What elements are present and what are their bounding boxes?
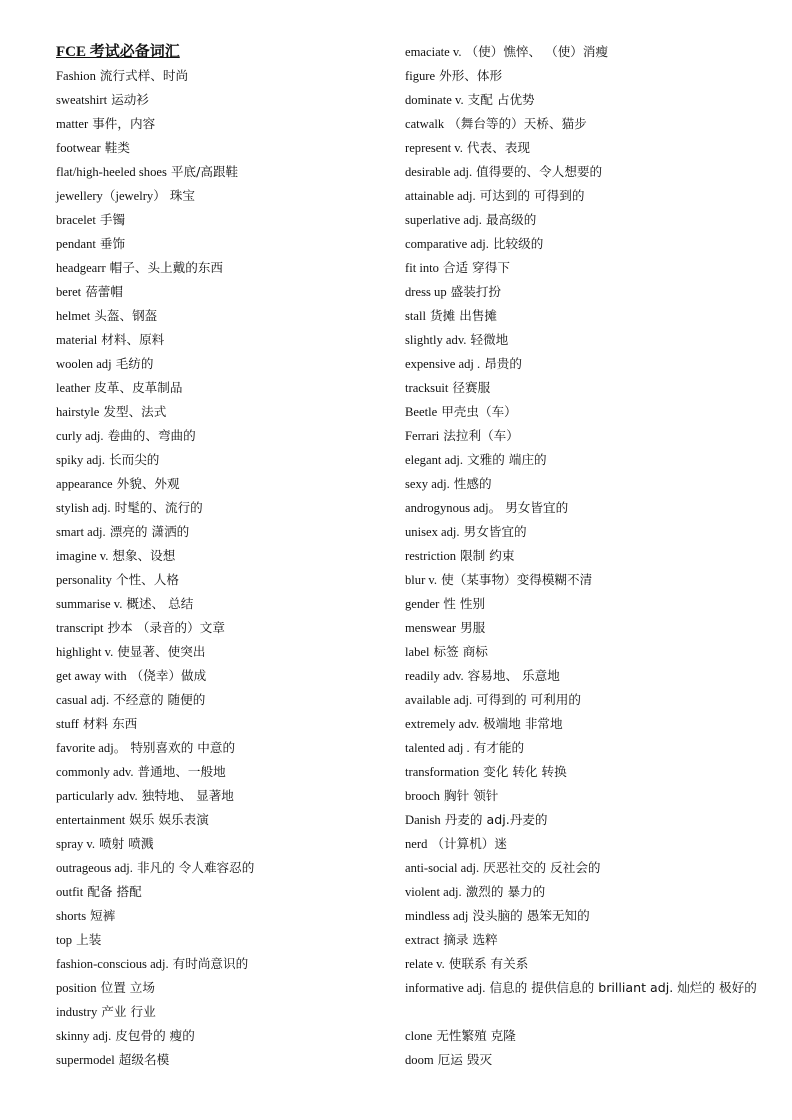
vocab-entry [405, 736, 765, 760]
vocab-entry [405, 88, 765, 112]
vocab-word: top [56, 933, 73, 947]
vocab-meaning: 有时尚意识的 [172, 956, 249, 971]
vocab-word: jewellery（jewelry） [56, 189, 166, 203]
vocab-entry [405, 688, 765, 712]
vocab-meaning: （侥幸）做成 [130, 668, 207, 683]
vocab-word: spray v. [56, 837, 96, 851]
vocab-word: casual adj. [56, 693, 110, 707]
left-column [56, 40, 386, 1072]
vocab-word: outfit [56, 885, 84, 899]
vocab-entry [56, 784, 386, 808]
vocab-entry [56, 424, 386, 448]
vocab-word: available adj. [405, 693, 473, 707]
vocab-meaning: 运动衫 [111, 92, 149, 107]
vocab-entry [405, 400, 765, 424]
vocab-entry [405, 232, 765, 256]
vocab-entry [405, 64, 765, 88]
vocab-meaning: 蓓蕾帽 [85, 284, 123, 299]
vocab-entry [56, 904, 386, 928]
vocab-entry [405, 760, 765, 784]
vocab-meaning: 超级名模 [118, 1052, 170, 1067]
vocab-entry [405, 208, 765, 232]
vocab-word: fashion-conscious adj. [56, 957, 169, 971]
vocab-word: skinny adj. [56, 1029, 112, 1043]
vocab-meaning: 信息的 提供信息的 brilliant adj. 灿烂的 极好的 [489, 980, 757, 995]
vocab-word: talented adj . [405, 741, 470, 755]
vocab-word: entertainment [56, 813, 126, 827]
vocab-entry [405, 40, 765, 64]
vocab-meaning: 手镯 [99, 212, 126, 227]
vocab-meaning: 非凡的 令人难容忍的 [136, 860, 255, 875]
vocab-meaning: 极端地 非常地 [483, 716, 563, 731]
vocab-meaning: 有才能的 [473, 740, 525, 755]
vocab-entry [405, 640, 765, 664]
vocab-word: clone [405, 1029, 433, 1043]
vocab-entry [405, 976, 765, 1024]
vocab-entry [56, 544, 386, 568]
vocab-word: readily adv. [405, 669, 464, 683]
vocab-meaning: 限制 约束 [460, 548, 515, 563]
vocab-entry [405, 1024, 765, 1048]
vocab-entry [56, 1024, 386, 1048]
vocab-word: leather [56, 381, 91, 395]
vocab-word: gender [405, 597, 440, 611]
right-column [405, 40, 765, 1072]
vocab-meaning: 甲壳虫（车） [441, 404, 517, 419]
vocab-entry [56, 928, 386, 952]
vocab-meaning: 支配 占优势 [467, 92, 535, 107]
vocab-word: matter [56, 117, 89, 131]
vocab-meaning: 性感的 [453, 476, 492, 491]
vocab-word: informative adj. [405, 981, 486, 995]
vocab-entry [405, 472, 765, 496]
vocab-word: woolen adj [56, 357, 112, 371]
vocab-meaning: 长而尖的 [109, 452, 160, 467]
vocab-meaning: 材料、原料 [101, 332, 165, 347]
vocab-meaning: 抄本 （录音的）文章 [107, 620, 225, 635]
vocab-entry [56, 448, 386, 472]
vocab-word: nerd [405, 837, 428, 851]
vocab-word: industry [56, 1005, 98, 1019]
vocab-entry [405, 520, 765, 544]
vocab-entry [56, 880, 386, 904]
vocab-word: extract [405, 933, 440, 947]
vocab-meaning: 垂饰 [99, 236, 126, 251]
vocab-word: curly adj. [56, 429, 104, 443]
vocab-entry [56, 952, 386, 976]
vocab-word: relate v. [405, 957, 445, 971]
vocab-entry [405, 280, 765, 304]
vocab-word: comparative adj. [405, 237, 489, 251]
vocab-meaning: 径赛服 [452, 380, 491, 395]
vocab-word: menswear [405, 621, 457, 635]
vocab-meaning: 产业 行业 [101, 1004, 156, 1019]
vocab-entry [405, 424, 765, 448]
vocab-word: imagine v. [56, 549, 109, 563]
vocab-word: material [56, 333, 98, 347]
vocab-meaning: 胸针 领针 [444, 788, 499, 803]
vocab-word: label [405, 645, 430, 659]
vocab-entry [56, 1048, 386, 1072]
vocab-word: headgearr [56, 261, 106, 275]
vocab-entry [405, 352, 765, 376]
vocab-meaning: 摘录 选粹 [443, 932, 498, 947]
vocab-meaning: 标签 商标 [433, 644, 488, 659]
vocab-entry [56, 88, 386, 112]
vocab-meaning: 厄运 毁灭 [437, 1052, 493, 1067]
vocab-meaning: （舞台等的）天桥、猫步 [448, 116, 587, 131]
vocab-meaning: 性 性别 [443, 596, 486, 611]
vocab-entry [405, 184, 765, 208]
vocab-meaning: 没头脑的 愚笨无知的 [472, 908, 590, 923]
vocab-meaning: 位置 立场 [100, 980, 155, 995]
vocab-meaning: 合适 穿得下 [442, 260, 510, 275]
vocab-meaning: 可得到的 可利用的 [476, 692, 581, 707]
vocab-word: stuff [56, 717, 79, 731]
vocab-meaning: 流行式样、时尚 [99, 68, 189, 83]
vocab-entry [56, 376, 386, 400]
vocab-word: pendant [56, 237, 96, 251]
vocab-entry [405, 856, 765, 880]
vocab-meaning: 发型、法式 [103, 404, 167, 419]
vocab-word: doom [405, 1053, 434, 1067]
vocab-meaning: 外形、体形 [439, 68, 503, 83]
vocab-meaning: 材料 东西 [82, 716, 138, 731]
vocab-entry [405, 496, 765, 520]
vocab-entry [56, 832, 386, 856]
vocab-word: unisex adj. [405, 525, 460, 539]
vocab-entry [56, 400, 386, 424]
vocab-meaning: 轻微地 [470, 332, 509, 347]
vocab-meaning: 文雅的 端庄的 [467, 452, 547, 467]
vocab-entry [56, 1000, 386, 1024]
vocab-meaning: （使）憔悴、 （使）消瘦 [465, 44, 609, 59]
page-title: FCE 考试必备词汇 [56, 44, 180, 60]
vocab-entry [56, 568, 386, 592]
vocab-entry [405, 136, 765, 160]
vocab-word: elegant adj. [405, 453, 464, 467]
vocab-meaning: 比较级的 [492, 236, 544, 251]
vocab-meaning: 平底/高跟鞋 [170, 164, 239, 179]
vocab-meaning: 短裤 [90, 908, 116, 923]
vocab-entry [56, 184, 386, 208]
vocab-meaning: 鞋类 [104, 140, 130, 155]
vocab-entry [405, 784, 765, 808]
vocab-entry [56, 208, 386, 232]
vocab-entry [405, 712, 765, 736]
vocab-word: particularly adv. [56, 789, 138, 803]
vocab-word: appearance [56, 477, 113, 491]
vocab-word: flat/high-heeled shoes [56, 165, 167, 179]
vocab-meaning: 特别喜欢的 中意的 [130, 740, 236, 755]
vocab-entry [405, 568, 765, 592]
vocab-meaning: 男女皆宜的 [505, 500, 569, 515]
vocab-meaning: 珠宝 [169, 188, 196, 203]
vocab-word: violent adj. [405, 885, 462, 899]
vocab-meaning: 头盔、钢盔 [94, 308, 158, 323]
vocab-word: anti-social adj. [405, 861, 480, 875]
vocab-entry [56, 808, 386, 832]
vocab-word: desirable adj. [405, 165, 473, 179]
vocab-meaning: 卷曲的、弯曲的 [107, 428, 196, 443]
vocab-word: fit into [405, 261, 439, 275]
vocab-entry [405, 664, 765, 688]
vocab-word: attainable adj. [405, 189, 476, 203]
vocab-entry [56, 664, 386, 688]
vocab-meaning: 盛装打扮 [450, 284, 502, 299]
vocab-entry [56, 304, 386, 328]
vocab-word: spiky adj. [56, 453, 105, 467]
vocab-entry [405, 448, 765, 472]
vocab-word: represent v. [405, 141, 463, 155]
vocab-entry [405, 328, 765, 352]
vocab-word: beret [56, 285, 82, 299]
vocab-entry [56, 64, 386, 88]
vocab-meaning: 值得要的、令人想要的 [476, 164, 603, 179]
vocab-entry [405, 112, 765, 136]
vocab-word: supermodel [56, 1053, 115, 1067]
vocab-entry [56, 256, 386, 280]
vocab-word: restriction [405, 549, 457, 563]
vocab-entry [56, 232, 386, 256]
vocab-entry [56, 136, 386, 160]
vocab-word: extremely adv. [405, 717, 480, 731]
vocab-meaning: 喷射 喷溅 [99, 836, 154, 851]
vocab-meaning: 个性、人格 [115, 572, 179, 587]
vocab-entry [56, 160, 386, 184]
vocab-word: Danish [405, 813, 441, 827]
vocab-word: outrageous adj. [56, 861, 133, 875]
vocab-meaning: 最高级的 [485, 212, 537, 227]
vocab-word: footwear [56, 141, 101, 155]
vocab-meaning: 概述、 总结 [126, 596, 194, 611]
vocab-entry [405, 832, 765, 856]
vocab-word: stylish adj. [56, 501, 111, 515]
vocab-meaning: 外貌、外观 [116, 476, 180, 491]
vocab-word: sexy adj. [405, 477, 450, 491]
vocab-entry [56, 280, 386, 304]
vocab-meaning: 使显著、使突出 [117, 644, 206, 659]
vocab-meaning: 帽子、头上戴的东西 [109, 260, 223, 275]
vocab-word: sweatshirt [56, 93, 108, 107]
vocab-word: tracksuit [405, 381, 449, 395]
vocab-entry [405, 952, 765, 976]
vocab-entry [405, 304, 765, 328]
vocab-entry [56, 688, 386, 712]
vocab-word: transformation [405, 765, 480, 779]
vocab-meaning: 货摊 出售摊 [430, 308, 497, 323]
vocab-word: personality [56, 573, 112, 587]
vocab-entry [405, 544, 765, 568]
vocab-word: summarise v. [56, 597, 123, 611]
vocab-word: hairstyle [56, 405, 100, 419]
vocab-word: Ferrari [405, 429, 440, 443]
vocab-word: helmet [56, 309, 91, 323]
vocab-word: Fashion [56, 69, 96, 83]
vocab-meaning: 漂亮的 潇洒的 [109, 524, 190, 539]
vocab-meaning: 无性繁殖 克隆 [436, 1028, 516, 1043]
vocab-entry [56, 976, 386, 1000]
vocab-meaning: 不经意的 随便的 [113, 692, 206, 707]
vocab-meaning: 独特地、 显著地 [141, 788, 234, 803]
vocab-meaning: 男服 [460, 620, 486, 635]
vocab-word: dress up [405, 285, 447, 299]
vocab-word: get away with [56, 669, 127, 683]
vocab-word: superlative adj. [405, 213, 482, 227]
vocab-entry [56, 520, 386, 544]
vocab-entry [405, 592, 765, 616]
vocab-word: smart adj. [56, 525, 106, 539]
vocab-word: transcript [56, 621, 104, 635]
vocab-word: highlight v. [56, 645, 114, 659]
vocab-entry [405, 880, 765, 904]
vocab-entry [56, 352, 386, 376]
vocab-meaning: 使联系 有关系 [448, 956, 529, 971]
vocab-meaning: 男女皆宜的 [463, 524, 527, 539]
vocab-meaning: 丹麦的 adj.丹麦的 [444, 812, 548, 827]
vocab-meaning: 使（某事物）变得模糊不清 [441, 572, 593, 587]
vocab-word: mindless adj [405, 909, 469, 923]
vocab-word: brooch [405, 789, 440, 803]
vocab-meaning: 法拉利（车） [443, 428, 519, 443]
vocab-meaning: 事件，内容 [92, 116, 156, 131]
vocab-word: androgynous adj。 [405, 501, 502, 515]
vocab-meaning: 皮革、皮革制品 [94, 380, 183, 395]
vocab-meaning: 厌恶社交的 反社会的 [483, 860, 601, 875]
vocab-word: expensive adj . [405, 357, 481, 371]
vocab-word: position [56, 981, 97, 995]
vocab-entry [56, 328, 386, 352]
vocab-entry [56, 760, 386, 784]
vocab-entry [56, 472, 386, 496]
vocab-entry [405, 928, 765, 952]
vocab-meaning: 时髦的、流行的 [114, 500, 203, 515]
vocab-word: dominate v. [405, 93, 464, 107]
vocab-word: favorite adj。 [56, 741, 127, 755]
vocab-entry [56, 592, 386, 616]
vocab-word: Beetle [405, 405, 438, 419]
vocab-meaning: 代表、表现 [466, 140, 530, 155]
vocab-meaning: 娱乐 娱乐表演 [129, 812, 209, 827]
vocab-entry [405, 808, 765, 832]
vocab-meaning: 昂贵的 [484, 356, 522, 371]
vocab-meaning: 可达到的 可得到的 [479, 188, 585, 203]
vocab-word: slightly adv. [405, 333, 467, 347]
vocab-entry [405, 616, 765, 640]
vocab-entry [56, 736, 386, 760]
vocab-entry [405, 376, 765, 400]
vocab-word: bracelet [56, 213, 96, 227]
vocab-entry [405, 1048, 765, 1072]
vocab-meaning: 激烈的 暴力的 [465, 884, 546, 899]
vocab-entry [56, 640, 386, 664]
vocab-word: catwalk [405, 117, 445, 131]
vocab-meaning: 配备 搭配 [87, 884, 142, 899]
vocab-entry [56, 496, 386, 520]
vocab-entry [405, 904, 765, 928]
vocab-word: emaciate v. [405, 45, 462, 59]
vocab-word: blur v. [405, 573, 438, 587]
vocab-meaning: 容易地、 乐意地 [467, 668, 560, 683]
vocab-word: shorts [56, 909, 87, 923]
vocab-meaning: 变化 转化 转换 [483, 764, 567, 779]
vocab-word: commonly adv. [56, 765, 134, 779]
vocab-meaning: （计算机）迷 [431, 836, 507, 851]
vocab-entry [56, 112, 386, 136]
vocab-meaning: 普通地、一般地 [137, 764, 226, 779]
vocab-word: figure [405, 69, 436, 83]
vocab-meaning: 皮包骨的 瘦的 [115, 1028, 195, 1043]
vocab-meaning: 上装 [76, 932, 102, 947]
vocab-word: stall [405, 309, 426, 323]
vocab-entry [405, 256, 765, 280]
vocab-entry [56, 616, 386, 640]
vocab-meaning: 毛纺的 [115, 356, 154, 371]
vocab-entry [405, 160, 765, 184]
vocab-entry [56, 712, 386, 736]
vocab-meaning: 想象、设想 [112, 548, 176, 563]
vocab-entry [56, 856, 386, 880]
